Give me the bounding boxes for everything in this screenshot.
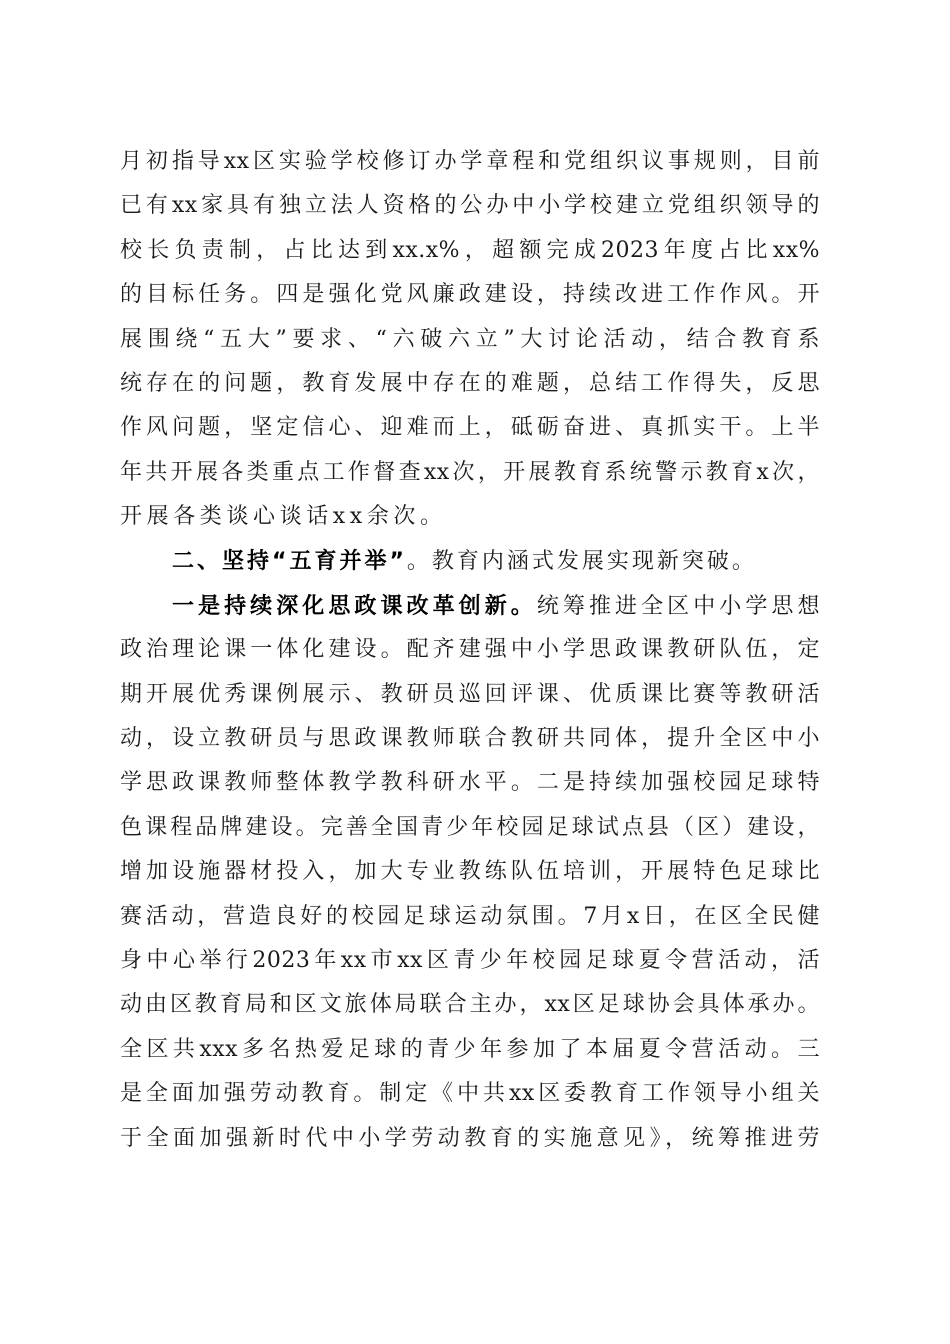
text-line: 是全面加强劳动教育。制定《中共xx区委教育工作领导小组关 — [120, 1081, 820, 1107]
text-line: 的目标任务。四是强化党风廉政建设，持续改进工作作风。开 — [120, 282, 820, 308]
document-body — [120, 140, 820, 1161]
text-line: 开展各类谈心谈话xx余次。 — [120, 504, 447, 530]
text-line: 学思政课教师整体教学教科研水平。二是持续加强校园足球特 — [120, 770, 820, 796]
text-line: 展围绕“五大”要求、“六破六立”大讨论活动，结合教育系 — [120, 326, 820, 352]
text-line: 动由区教育局和区文旅体局联合主办，xx区足球协会具体承办。 — [120, 992, 820, 1018]
paragraph-lead: 一是持续深化思政课改革创新。 — [172, 592, 537, 619]
text-line: 身中心举行2023年xx市xx区青少年校园足球夏令营活动，活 — [120, 948, 820, 974]
text-line: 动，设立教研员与思政课教师联合教研共同体，提升全区中小 — [120, 726, 820, 752]
text-line: 期开展优秀课例展示、教研员巡回评课、优质课比赛等教研活 — [120, 681, 820, 707]
text-line: 月初指导xx区实验学校修订办学章程和党组织议事规则，目前 — [120, 149, 820, 174]
section-heading-title: 二、坚持“五育并举” — [172, 548, 407, 574]
section-heading — [120, 540, 820, 584]
section-heading-subtitle: 。教育内涵式发展实现新突破。 — [406, 548, 757, 574]
text-line: 政治理论课一体化建设。配齐建强中小学思政课教研队伍，定 — [120, 637, 820, 663]
paragraph-party-building — [120, 140, 820, 540]
paragraph-lead-rest: 统筹推进全区中小学思想 — [536, 593, 820, 619]
paragraph-five-education — [120, 584, 820, 1161]
text-line: 于全面加强新时代中小学劳动教育的实施意见》，统筹推进劳 — [120, 1125, 820, 1151]
text-line: 增加设施器材投入，加大专业教练队伍培训，开展特色足球比 — [120, 859, 820, 885]
text-line: 统存在的问题，教育发展中存在的难题，总结工作得失，反思 — [120, 370, 820, 396]
text-line — [120, 584, 820, 628]
text-line: 校长负责制，占比达到xx.x%，超额完成2023年度占比xx% — [120, 237, 820, 263]
text-line: 赛活动，营造良好的校园足球运动氛围。7月x日，在区全民健 — [120, 903, 820, 929]
text-line: 作风问题，坚定信心、迎难而上，砥砺奋进、真抓实干。上半 — [120, 415, 820, 441]
text-line: 色课程品牌建设。完善全国青少年校园足球试点县（区）建设， — [120, 814, 820, 840]
text-line: 全区共xxx多名热爱足球的青少年参加了本届夏令营活动。三 — [120, 1036, 820, 1062]
text-line: 年共开展各类重点工作督查xx次，开展教育系统警示教育x次， — [120, 459, 820, 485]
text-line: 已有xx家具有独立法人资格的公办中小学校建立党组织领导的 — [120, 193, 820, 219]
